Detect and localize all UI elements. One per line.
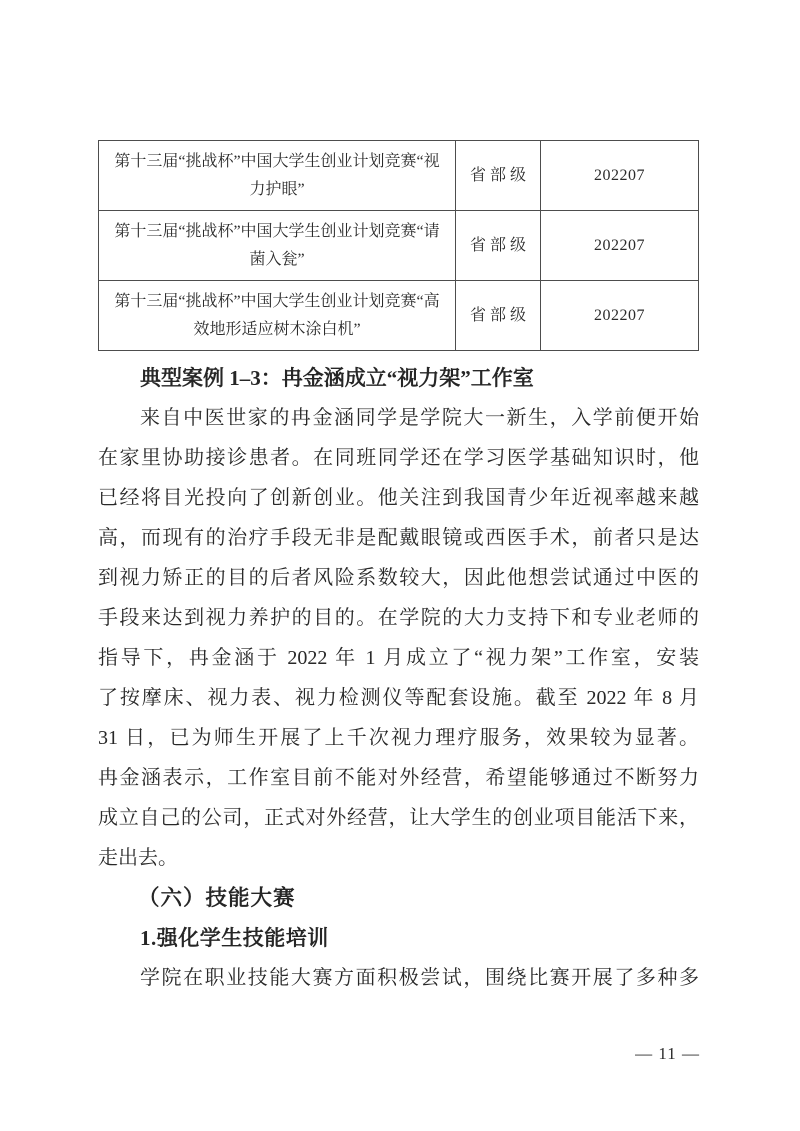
award-date-cell: 202207 bbox=[541, 211, 699, 281]
award-date-cell: 202207 bbox=[541, 281, 699, 351]
body-line: 了按摩床、视力表、视力检测仪等配套设施。截至 2022 年 8 月 bbox=[98, 687, 699, 709]
table-row bbox=[99, 141, 699, 211]
table-row bbox=[99, 281, 699, 351]
award-level-cell: 省部级 bbox=[456, 211, 541, 281]
case-study-heading: 典型案例 1–3：冉金涵成立“视力架”工作室 bbox=[140, 366, 534, 390]
body-line: 成立自己的公司，正式对外经营，让大学生的创业项目能活下来， bbox=[98, 807, 699, 829]
body-line: 走出去。 bbox=[98, 847, 178, 869]
body-line: 高，而现有的治疗手段无非是配戴眼镜或西医手术，前者只是达 bbox=[98, 527, 699, 549]
body-line: 学院在职业技能大赛方面积极尝试，围绕比赛开展了多种多 bbox=[140, 967, 699, 989]
award-name-cell: 第十三届“挑战杯”中国大学生创业计划竞赛“请菌入瓮” bbox=[99, 211, 456, 281]
award-date-cell: 202207 bbox=[541, 141, 699, 211]
page-content bbox=[98, 140, 699, 998]
subsection-heading: 1.强化学生技能培训 bbox=[140, 926, 329, 950]
body-line: 已经将目光投向了创新创业。他关注到我国青少年近视率越来越 bbox=[98, 487, 699, 509]
section-heading: （六）技能大赛 bbox=[138, 886, 296, 910]
body-line: 31 日，已为师生开展了上千次视力理疗服务，效果较为显著。 bbox=[98, 727, 699, 749]
body-line: 到视力矫正的目的后者风险系数较大，因此他想尝试通过中医的 bbox=[98, 567, 699, 589]
award-name-cell: 第十三届“挑战杯”中国大学生创业计划竞赛“高效地形适应树木涂白机” bbox=[99, 281, 456, 351]
award-name-cell: 第十三届“挑战杯”中国大学生创业计划竞赛“视力护眼” bbox=[99, 141, 456, 211]
body-line: 冉金涵表示，工作室目前不能对外经营，希望能够通过不断努力 bbox=[98, 767, 699, 789]
body-line: 来自中医世家的冉金涵同学是学院大一新生，入学前便开始 bbox=[140, 407, 699, 429]
body-line: 手段来达到视力养护的目的。在学院的大力支持下和专业老师的 bbox=[98, 607, 699, 629]
table-row bbox=[99, 211, 699, 281]
award-level-cell: 省部级 bbox=[456, 141, 541, 211]
award-level-cell: 省部级 bbox=[456, 281, 541, 351]
body-line: 在家里协助接诊患者。在同班同学还在学习医学基础知识时，他 bbox=[98, 447, 699, 469]
body-line: 指导下，冉金涵于 2022 年 1 月成立了“视力架”工作室，安装 bbox=[98, 647, 699, 669]
awards-table bbox=[98, 140, 699, 351]
page-number: — 11 — bbox=[635, 1044, 700, 1063]
